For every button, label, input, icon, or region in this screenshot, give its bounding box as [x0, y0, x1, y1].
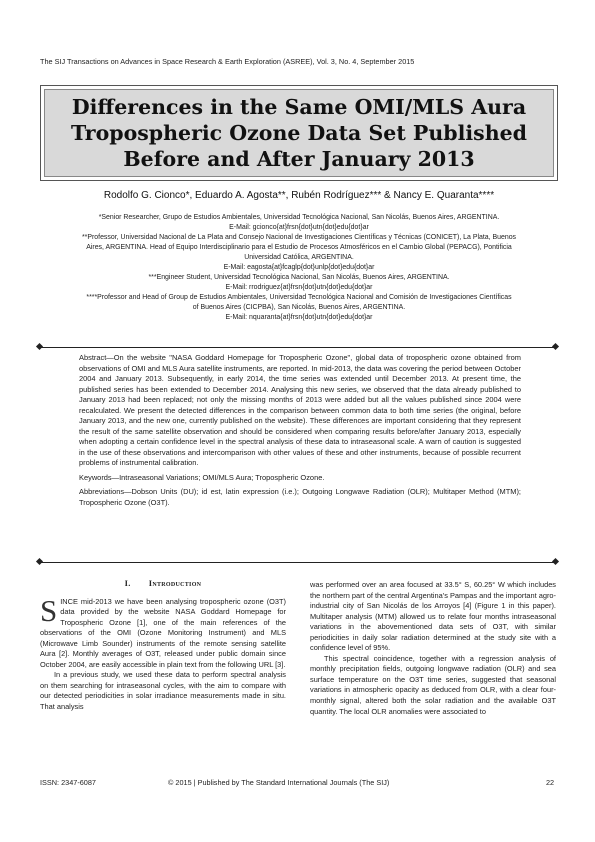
paper-title	[71, 94, 527, 172]
affiliation-line: E-Mail: nquaranta{at}frsn{dot}utn{dot}edu{dot}ar	[225, 314, 373, 321]
title-box	[40, 85, 558, 181]
affiliation-line: ****Professor and Head of Group de Estudios Ambientales, Universidad Tecnológica Nacional and Comisión de Investigaciones Científicas	[86, 294, 512, 301]
intro-paragraph-1	[40, 592, 286, 671]
affiliation-line: E-Mail: gcionco{at}frsn{dot}utn{dot}edu{dot}ar	[229, 224, 369, 231]
affiliations	[40, 213, 558, 323]
title-line-1: Differences in the Same OMI/MLS Aura	[71, 95, 527, 119]
running-header: The SIJ Transactions on Advances in Space Research & Earth Exploration (ASREE), Vol. 3, No. 4, September 2015	[40, 57, 415, 66]
rule-diamond-right-top	[552, 343, 559, 350]
affiliation-line: **Professor, Universidad Nacional de La Plata and Consejo Nacional de Investigaciones Científicas y Técnicas (CONICET), La Plata, Buenos	[81, 234, 517, 241]
left-column	[40, 578, 286, 713]
title-line-3: Before and After January 2013	[123, 147, 475, 171]
abstract-bottom-rule	[40, 562, 556, 563]
abstract-text: Abstract—On the website "NASA Goddard Homepage for Tropospheric Ozone", global data of tropospheric ozone obtained from observations of OMI and MLS Aura satellite instruments, are reported. In mid-2013, the data was covering the period between October 2004 and January 2013. Subsequently, in early 2014, the time series was extended until December 2013. At present time, the published series has been extended to December 2014. Analysing this new series, we observed that the data already published to January 2013 had been replaced; not only the missing months of 2013 were added but all the values published since 2004 were recalculated. We present the detected differences in the comparison between common data to both time series (the original, before January 2013, and the new one, currently published on the website). These differences are important considering that they represent the result of the same satellite observation and should be considered when comparing results before/after January 2013, especially when adopting a certain confidence level in the spectral analysis of these data to intraseasonal scale. A warn of caution is suggested in the use of these observations and intercomparison with other values of these and other instruments, because of possible recurrent problems of instrumental calibration.	[79, 353, 521, 467]
intro-paragraph-4: This spectral coincidence, together with a regression analysis of monthly precipitation fields, outgoing longwave radiation (OLR) and sea surface temperature on the O3T time series, suggested that seasonal variations in atmospheric opacity as deduced from OLR, with a clear four-monthly signal, altered both the solar radiation and the available O3T quantity. The local OLR anomalies were associated to	[310, 653, 556, 716]
intro-paragraph-3: was performed over an area focused at 33.5° S, 60.25° W which includes the northern part of the central Argentina's Pampas and the important agro-industrial city of San Nicolás de los Arroyos [4] (Figure 1 in this paper). Multitaper analysis (MTM) allowed us to relate four months intraseasonal variations in the abovementioned data sets of O3T, with similar periodicities in daily solar radiation determined at the study site with a confidence level of 95%.	[310, 580, 556, 653]
section-title: Introduction	[148, 578, 202, 588]
abstract-top-rule	[40, 347, 556, 348]
keywords: Keywords—Intraseasonal Variations; OMI/MLS Aura; Tropospheric Ozone.	[79, 472, 325, 482]
affiliation-line: of Buenos Aires (CICPBA), San Nicolás, Buenos Aires, ARGENTINA.	[192, 304, 406, 311]
footer-issn: ISSN: 2347-6087	[40, 778, 96, 787]
affiliation-line: Universidad Católica, ARGENTINA.	[244, 254, 354, 261]
footer-page-number: 22	[546, 778, 555, 787]
abbreviations: Abbreviations—Dobson Units (DU); id est, latin expression (i.e.); Outgoing Longwave Radiation (OLR); Multitaper Method (MTM); Tropospheric Ozone (O3T).	[79, 487, 521, 507]
section-heading	[40, 578, 286, 589]
title-inner	[44, 89, 554, 177]
authors: Rodolfo G. Cionco*, Eduardo A. Agosta**, Rubén Rodríguez*** & Nancy E. Quaranta****	[103, 190, 495, 201]
affiliation-line: E-Mail: eagosta{at}fcaglp{dot}unlp{dot}edu{dot}ar	[223, 264, 375, 271]
affiliation-line: Aires, ARGENTINA. Head of Equipo Interdisciplinario para el Estudio de Procesos Atmosféricos en el Cambio Global (PEPACG), Pontificia	[86, 244, 512, 251]
footer-copyright: © 2015 | Published by The Standard International Journals (The SIJ)	[168, 778, 390, 787]
affiliation-line: ***Engineer Student, Universidad Tecnológica Nacional, San Nicolás, Buenos Aires, ARGENTINA.	[148, 274, 450, 281]
rule-diamond-left-top	[36, 343, 43, 350]
intro-paragraph-2: In a previous study, we used these data to perform spectral analysis on them searching for intraseasonal cycles, with the aim to compare with our detected periodicities in solar irradiance measurements made in situ. That analysis	[40, 670, 286, 712]
intro-paragraph-1-text: INCE mid-2013 we have been analysing tropospheric ozone (O3T) data provided by the website NASA Goddard Homepage for Tropospheric Ozone [1], one of the main references of the observations of the OMI (Ozone Monitoring Instrument) and MLS (Microwave Limb Sounder) instruments of the remote sensing satellite Aura [2]. Monthly averages of O3T, released under public domain since October 2004, are easily accessible in plain text from the following URL [3].	[40, 596, 286, 669]
title-line-2: Tropospheric Ozone Data Set Published	[71, 121, 527, 145]
right-column	[310, 580, 556, 717]
drop-cap: S	[40, 592, 58, 628]
rule-diamond-right-bottom	[552, 558, 559, 565]
rule-diamond-left-bottom	[36, 558, 43, 565]
affiliation-line: *Senior Researcher, Grupo de Estudios Ambientales, Universidad Tecnológica Nacional, San Nicolás, Buenos Aires, ARGENTINA.	[98, 214, 500, 221]
section-number: I.	[124, 578, 131, 588]
affiliation-line: E-Mail: rrodriguez{at}frsn{dot}utn{dot}edu{dot}ar	[225, 284, 373, 291]
abstract	[79, 353, 521, 512]
